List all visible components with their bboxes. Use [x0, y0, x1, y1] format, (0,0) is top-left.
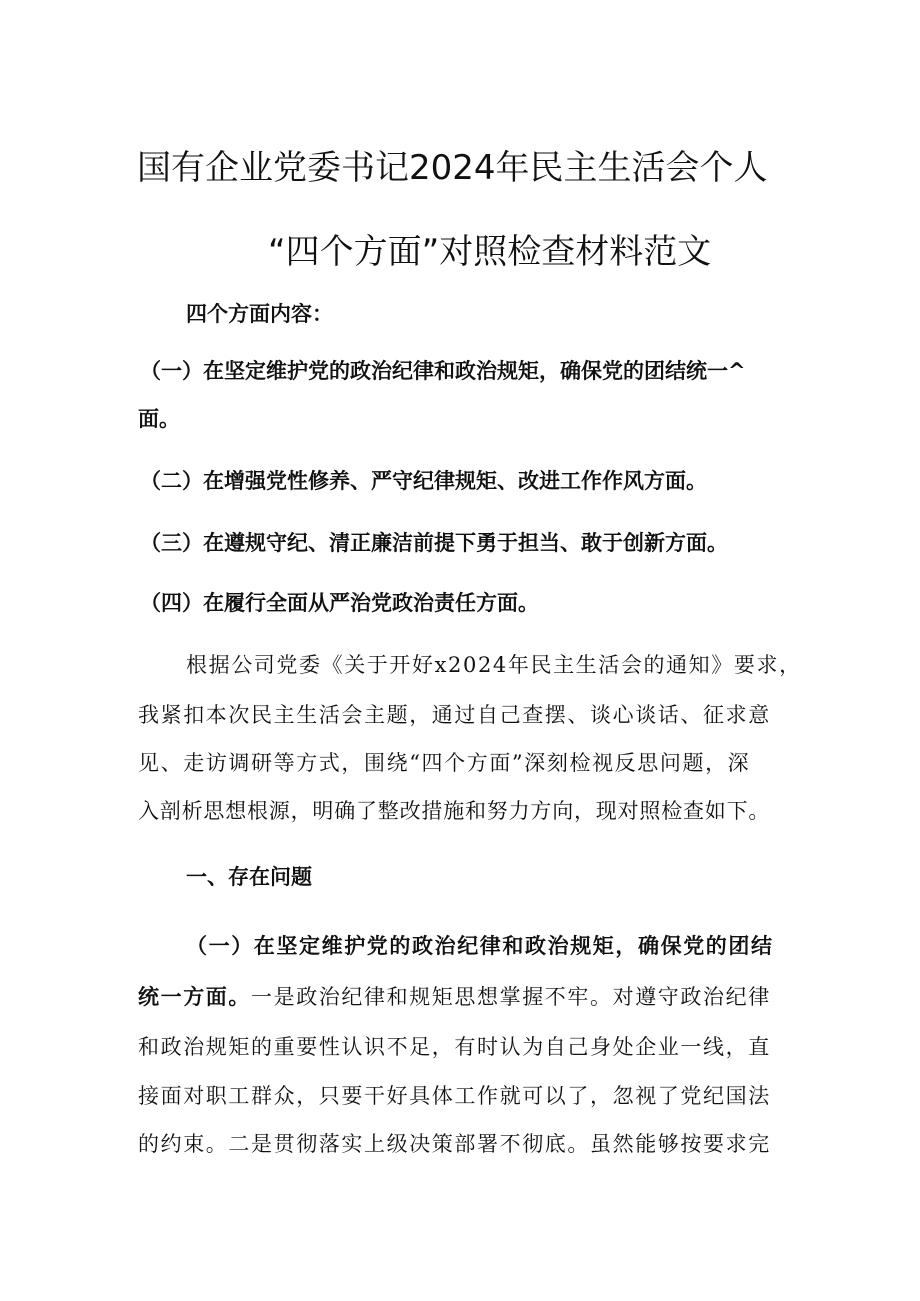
- body-paragraph-line: [138, 983, 771, 1011]
- intro-paragraph-line: 入剖析思想根源，明确了整改措施和努力方向，现对照检查如下。: [138, 799, 771, 823]
- body-text: 一是政治纪律和规矩思想掌握不牢。对遵守政治纪律: [251, 985, 771, 1009]
- intro-paragraph-line: 见、走访调研等方式，围绕“四个方面”深刻检视反思问题，深: [138, 751, 751, 775]
- body-paragraph-line: 接面对职工群众，只要干好具体工作就可以了，忽视了党纪国法: [138, 1084, 771, 1108]
- intro-paragraph-line: 根据公司党委《关于开好x2024年民主生活会的通知》要求，: [186, 653, 802, 677]
- aspect-item-1: （一）在坚定维护党的政治纪律和政治规矩，确保党的团结统一^: [140, 359, 746, 383]
- aspects-heading: 四个方面内容：: [186, 302, 333, 326]
- body-paragraph-line: 的约束。二是贯彻落实上级决策部署不彻底。虽然能够按要求完: [138, 1132, 771, 1156]
- section-heading: 一、存在问题: [186, 865, 312, 889]
- intro-paragraph-line: 我紧扣本次民主生活会主题，通过自己查摆、谈心谈话、征求意: [138, 703, 771, 727]
- subsection-heading-end: 统一方面。: [138, 984, 251, 1009]
- subsection-heading: （一）在坚定维护党的政治纪律和政治规矩，确保党的团结: [186, 934, 774, 958]
- aspect-item-1-continued: 面。: [138, 407, 180, 431]
- aspect-item-4: （四）在履行全面从严治党政治责任方面。: [140, 591, 539, 615]
- document-title-line-1: 国有企业党委书记2024年民主生活会个人: [137, 148, 768, 188]
- aspect-item-3: （三）在遵规守纪、清正廉洁前提下勇于担当、敢于创新方面。: [140, 531, 728, 555]
- document-title-line-2: “四个方面”对照检查材料范文: [268, 232, 712, 272]
- aspect-item-2: （二）在增强党性修养、严守纪律规矩、改进工作作风方面。: [140, 469, 707, 493]
- body-paragraph-line: 和政治规矩的重要性认识不足，有时认为自己身处企业一线，直: [138, 1035, 771, 1059]
